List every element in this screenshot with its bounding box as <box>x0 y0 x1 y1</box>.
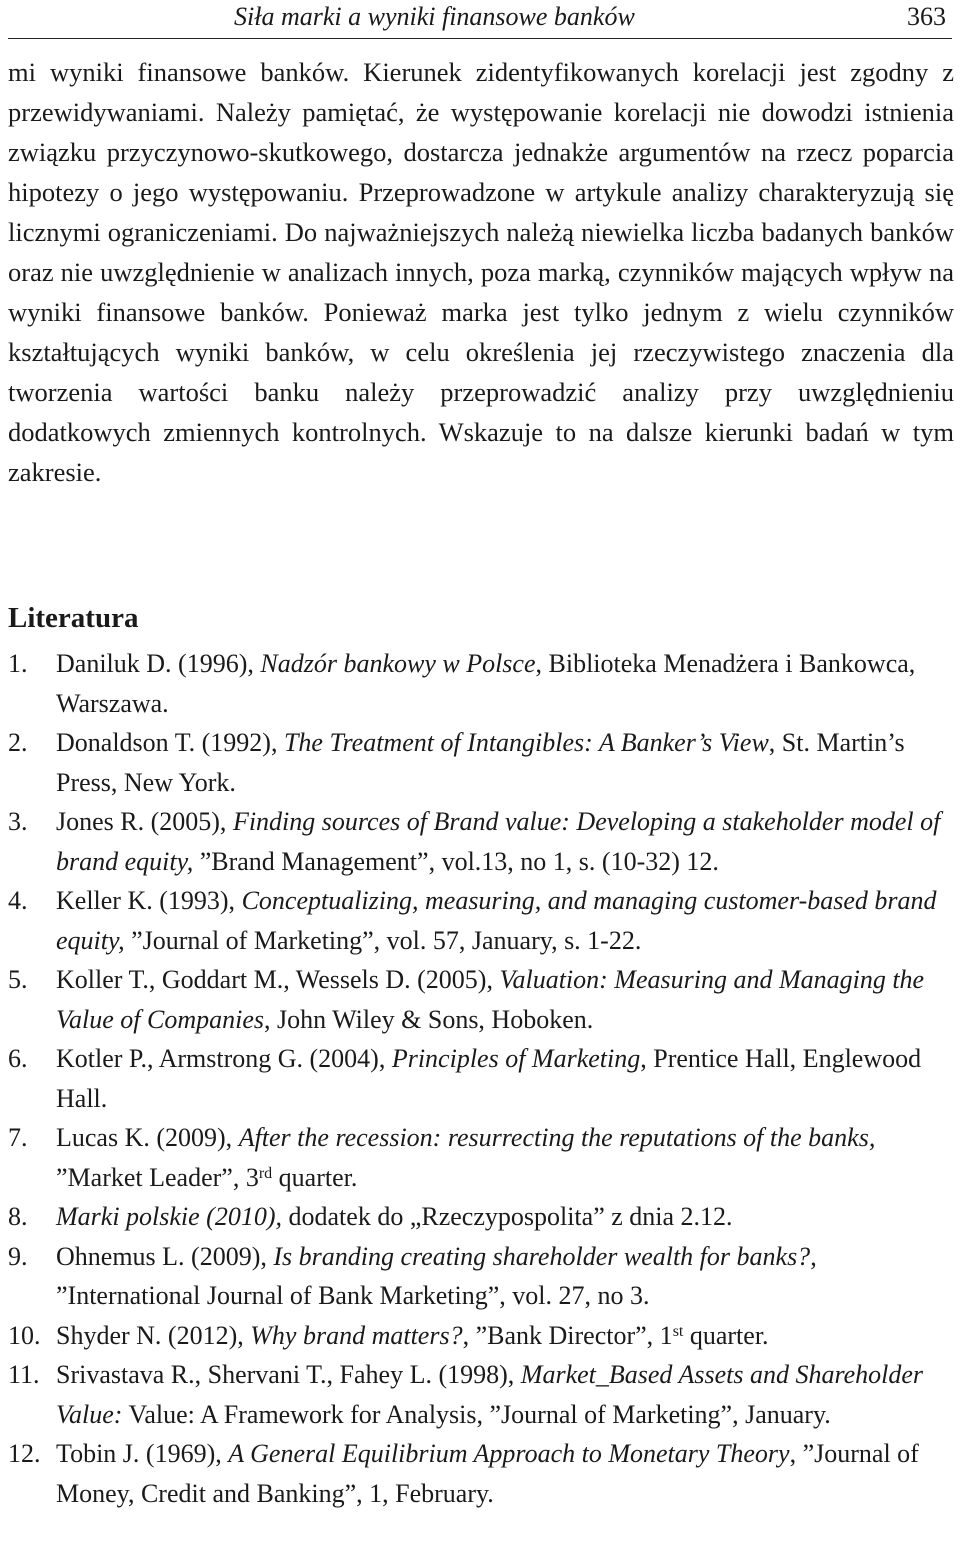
reference-details: , ”Bank Director”, 1 <box>462 1320 673 1350</box>
reference-authors: Srivastava R., Shervani T., Fahey L. (1998), <box>56 1360 521 1389</box>
reference-item <box>8 881 956 960</box>
running-title: Siła marki a wyniki finansowe banków <box>234 2 635 31</box>
reference-title: Principles of Marketing <box>391 1044 641 1073</box>
reference-item <box>8 644 956 723</box>
literature-heading: Literatura <box>8 602 139 634</box>
reference-item <box>8 1355 956 1434</box>
reference-title: Market_Based Assets and Shareholder Value: <box>56 1360 924 1429</box>
reference-list <box>8 644 956 1513</box>
reference-number: 6. <box>8 1044 28 1073</box>
reference-authors: Lucas K. (2009), <box>56 1123 239 1152</box>
running-header <box>8 0 952 39</box>
reference-item <box>8 1237 956 1316</box>
reference-details: Value: A Framework for Analysis, ”Journal of Marketing”, January. <box>122 1399 831 1429</box>
reference-title: Nadzór bankowy w Polsce <box>260 649 536 678</box>
reference-details: , Prentice Hall, Englewood Hall. <box>56 1044 922 1113</box>
reference-number: 1. <box>8 649 28 678</box>
reference-item <box>8 1197 956 1237</box>
reference-title: Conceptualizing, measuring, and managing customer-based brand equity, <box>56 886 937 955</box>
body-paragraph: mi wyniki finansowe banków. Kierunek zidentyfikowanych korelacji jest zgodny z przewidywaniami. Należy pamiętać, że występowanie korelacji nie dowodzi istnienia związku przyczynowo-skutkowego, dostarcza jednakże argumentów na rzecz poparcia hipotezy o jego występowaniu. Przeprowadzone w artykule analizy charakteryzują się licznymi ograniczeniami. Do najważniejszych należą niewielka liczba badanych banków oraz nie uwzględnienie w analizach innych, poza marką, czynników mających wpływ na wyniki finansowe banków. Ponieważ marka jest tylko jednym z wielu czynników kształtujących wyniki banków, w celu określenia jej rzeczywistego znaczenia dla tworzenia wartości banku należy przeprowadzić analizy przy uwzględnieniu dodatkowych zmiennych kontrolnych. Wskazuje to na dalsze kierunki badań w tym zakresie. <box>8 57 954 487</box>
reference-details: ”Brand Management”, vol.13, no 1, s. (10-32) 12. <box>193 846 719 876</box>
ordinal-superscript: st <box>672 1322 684 1340</box>
reference-number: 11. <box>8 1360 40 1389</box>
reference-authors: Shyder N. (2012), <box>56 1320 251 1350</box>
reference-title: After the recession: resurrecting the reputations of the banks, <box>238 1123 876 1152</box>
reference-title: Valuation: Measuring and Managing the Value of Companies <box>56 965 925 1034</box>
reference-item <box>8 1118 956 1197</box>
reference-details: ”Journal of Marketing”, vol. 57, January, s. 1-22. <box>124 925 642 955</box>
reference-title: Why brand matters? <box>250 1320 463 1350</box>
reference-title: A General Equilibrium Approach to Monetary Theory <box>228 1439 790 1468</box>
reference-item <box>8 723 956 802</box>
reference-authors: Kotler P., Armstrong G. (2004), <box>56 1044 392 1073</box>
reference-item <box>8 1039 956 1118</box>
reference-title: The Treatment of Intangibles: A Banker’s View <box>283 728 769 757</box>
reference-title: Marki polskie (2010), <box>56 1202 283 1231</box>
reference-details-end: quarter. <box>272 1162 358 1192</box>
reference-details: ”Market Leader”, 3 <box>56 1162 259 1192</box>
reference-number: 7. <box>8 1123 28 1152</box>
reference-authors: Ohnemus L. (2009), <box>56 1241 274 1271</box>
reference-details: , St. Martin’s Press, New York. <box>56 728 905 797</box>
reference-number: 12. <box>8 1439 41 1468</box>
reference-details: dodatek do „Rzeczypospolita” z dnia 2.12. <box>282 1202 733 1231</box>
reference-authors: Jones R. (2005), <box>56 807 233 836</box>
reference-authors: Koller T., Goddart M., Wessels D. (2005), <box>56 965 500 994</box>
reference-number: 5. <box>8 965 28 994</box>
page-number: 363 <box>907 2 946 31</box>
reference-title: Finding sources of Brand value: Developing a stakeholder model of brand equity, <box>56 807 941 876</box>
reference-number: 9. <box>8 1241 28 1271</box>
reference-number: 10. <box>8 1320 41 1350</box>
reference-number: 3. <box>8 807 28 836</box>
reference-authors: Tobin J. (1969), <box>56 1439 229 1468</box>
reference-item <box>8 960 956 1039</box>
reference-item <box>8 802 956 881</box>
reference-number: 8. <box>8 1202 28 1231</box>
reference-item <box>8 1316 956 1356</box>
reference-authors: Daniluk D. (1996), <box>56 649 261 678</box>
reference-title: Is branding creating shareholder wealth for banks? <box>273 1241 811 1271</box>
reference-item <box>8 1434 956 1513</box>
reference-details: , John Wiley & Sons, Hoboken. <box>264 1004 594 1034</box>
reference-authors: Donaldson T. (1992), <box>56 728 284 757</box>
reference-details: , Biblioteka Menadżera i Bankowca, Warszawa. <box>56 649 916 718</box>
reference-details-end: quarter. <box>683 1320 769 1350</box>
reference-number: 4. <box>8 886 28 915</box>
reference-details: , ”Journal of Money, Credit and Banking”, 1, February. <box>56 1439 919 1508</box>
reference-details: , ”International Journal of Bank Marketing”, vol. 27, no 3. <box>56 1241 817 1310</box>
reference-authors: Keller K. (1993), <box>56 886 242 915</box>
ordinal-superscript: rd <box>258 1164 273 1182</box>
reference-number: 2. <box>8 728 28 757</box>
body-paragraph-block <box>8 52 954 492</box>
